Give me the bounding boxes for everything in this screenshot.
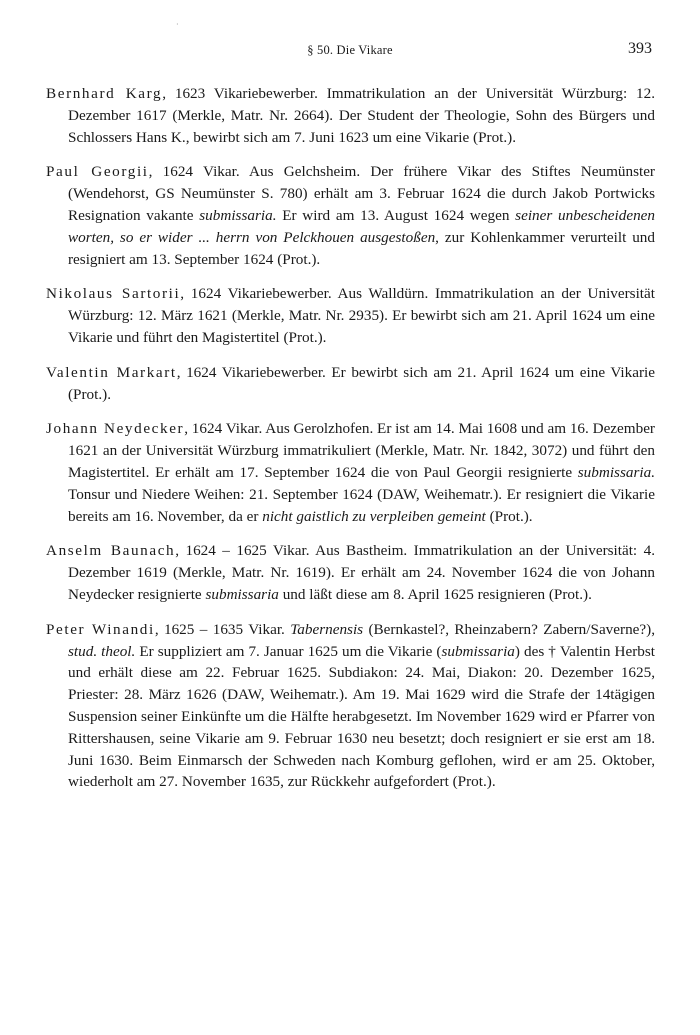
entry-name: Anselm Baunach: [46, 542, 176, 560]
entry-text: , 1624 Vikariebewerber. Er bewirbt sich am 21. April 1624 um eine Vikarie (Prot.).: [68, 363, 655, 403]
entry-quote: stud. theol.: [68, 642, 136, 660]
entry-quote: submissaria: [205, 585, 279, 603]
entry-sartorii: [46, 283, 655, 348]
entry-quote: submissaria: [441, 642, 515, 660]
entry-quote: submissaria.: [577, 463, 655, 481]
entry-text: (Bernkastel?, Rheinzabern? Zabern/Saverne?),: [363, 620, 656, 638]
entry-list: [46, 83, 655, 806]
entry-name: Johann Neydecker: [46, 420, 185, 438]
entry-winandi: [46, 619, 655, 793]
entry-text: Tonsur und Niedere Weihen: 21. September 1624 (DAW, Weihematr.). Er resigniert die Vikarie bereits am 16. November, da er: [68, 485, 655, 525]
entry-quote: nicht gaistlich zu verpleiben gemeint: [262, 507, 486, 525]
entry-name: Peter Winandi: [46, 620, 155, 638]
entry-text: , 1624 Vikar. Aus Gelchsheim. Der frühere Vikar des Stiftes Neumünster (Wendehorst, GS Neumünster S. 780) erhält am 3. Februar 1624 die durch Jakob Portwicks Resignation vakante: [68, 163, 655, 224]
entry-name: Paul Georgii: [46, 163, 149, 181]
entry-karg: [46, 83, 655, 148]
entry-text: Er wird am 13. August 1624 wegen: [276, 206, 516, 224]
entry-text: , zur Kohlenkammer verurteilt und resigniert am 13. September 1624 (Prot.).: [68, 228, 655, 268]
entry-text: , 1624 Vikariebewerber. Aus Walldürn. Immatrikulation an der Universität Würzburg: 12. März 1621 (Merkle, Matr. Nr. 2935). Er bewirbt sich am 21. April 1624 um eine Vikarie und führt den Magistertitel (Prot.).: [68, 285, 655, 346]
entry-name: Nikolaus Sartorii: [46, 285, 181, 303]
scan-mark: ·: [176, 20, 179, 29]
page-number: 393: [628, 40, 652, 57]
entry-text: , 1625 – 1635 Vikar.: [154, 620, 291, 638]
entry-text: , 1624 – 1625 Vikar. Aus Bastheim. Immatrikulation an der Universität: 4. Dezember 1619 (Merkle, Matr. Nr. 1619). Er erhält am 24. November 1624 die von Johann Neydecker resignierte: [68, 542, 655, 603]
entry-text: , 1624 Vikar. Aus Gerolzhofen. Er ist am 14. Mai 1608 und am 16. Dezember 1621 an der Universität Würzburg immatrikuliert (Merkle, Matr. Nr. 1842, 3072) und führt den Magistertitel. Er erhält am 17. September 1624 die von Paul Georgii resignierte: [68, 420, 655, 481]
entry-text: Er suppliziert am 7. Januar 1625 um die Vikarie (: [135, 642, 442, 660]
entry-name: Valentin Markart: [46, 363, 177, 381]
entry-markart: [46, 362, 655, 406]
entry-name: Bernhard Karg: [46, 85, 163, 102]
entry-neydecker: [46, 418, 655, 527]
entry-quote: Tabernensis: [290, 620, 364, 638]
entry-baunach: [46, 540, 655, 605]
entry-text: ) des † Valentin Herbst und erhält diese am 22. Februar 1625. Subdiakon: 24. Mai, Diakon: 20. Dezember 1625, Priester: 28. März 1626 (DAW, Weihematr.). Am 19. Mai 1629 wird die Strafe der 14tägigen Suspension seiner Einkünfte um die Hälfte herabgesetzt. Im November 1629 wird er Pfarrer von Rittershausen, seine Vikarie am 9. Februar 1630 neu besetzt; doch resigniert er sie erst am 18. Juni 1630. Beim Einmarsch der Schweden nach Komburg geflohen, wird er am 25. Oktober, wiederholt am 27. November 1635, zur Rückkehr aufgefordert (Prot.).: [68, 642, 655, 791]
entry-text: , 1623 Vikariebewerber. Immatrikulation an der Universität Würzburg: 12. Dezember 1617 (Merkle, Matr. Nr. 2664). Der Student der Theologie, Sohn des Bürgers und Schlossers Hans K., bewirbt sich am 7. Juni 1623 um eine Vikarie (Prot.).: [68, 85, 655, 146]
entry-text: und läßt diese am 8. April 1625 resignieren (Prot.).: [278, 585, 592, 603]
entry-quote: submissaria.: [199, 206, 277, 224]
running-title: § 50. Die Vikare: [307, 43, 393, 57]
page-header: [46, 40, 654, 64]
entry-text: (Prot.).: [485, 507, 533, 525]
entry-georgii: [46, 161, 655, 270]
entry-quote: seiner unbescheidenen worten, so er wider ... herrn von Pelckhouen ausgestoßen: [68, 206, 656, 246]
